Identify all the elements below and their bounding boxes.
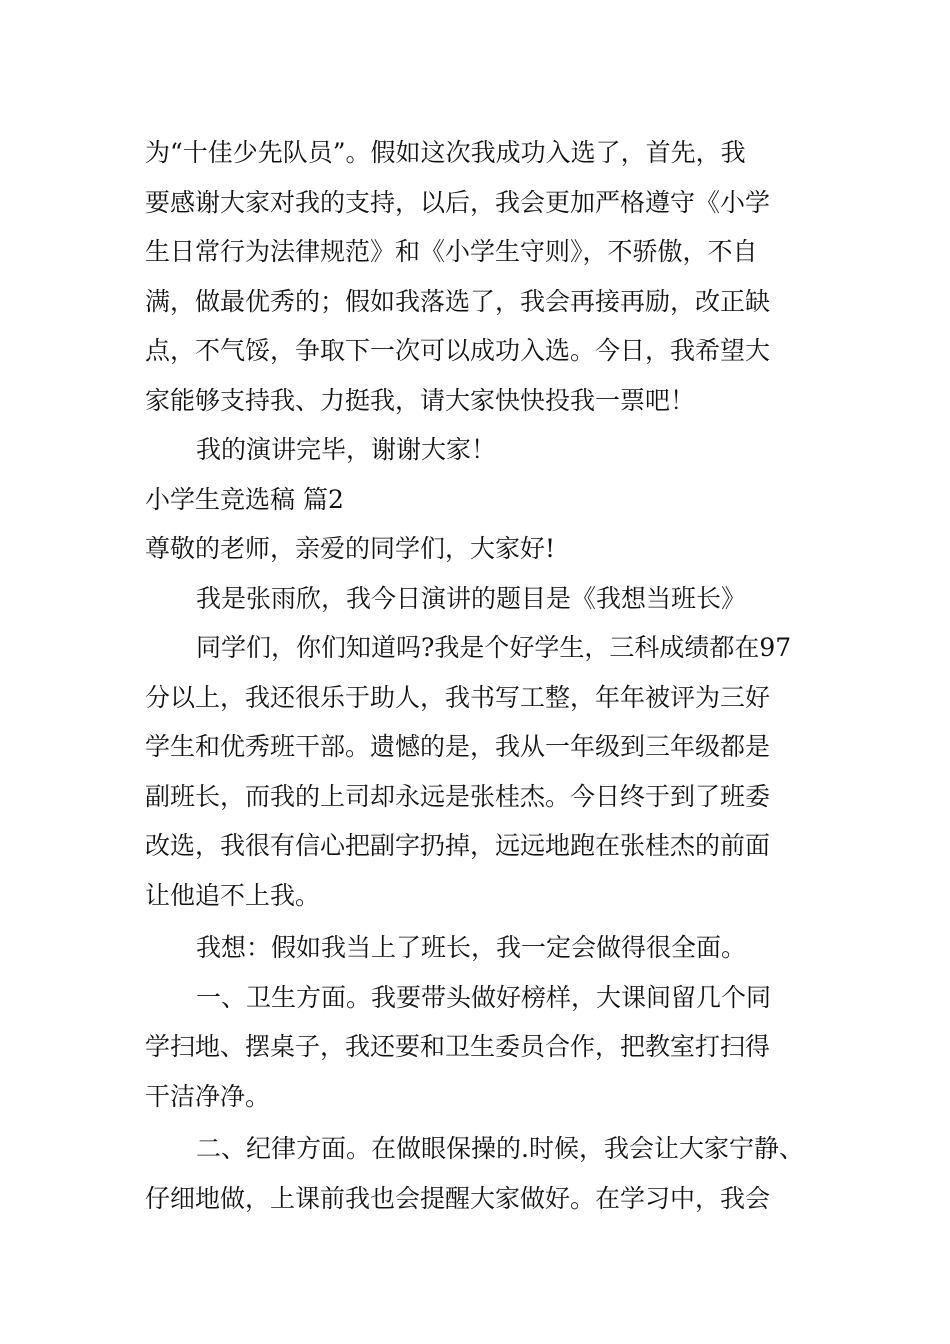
- document-body: [145, 128, 890, 1223]
- paragraph-line: 我想：假如我当上了班长，我一定会做得很全面。: [196, 933, 747, 962]
- greeting-line: 尊敬的老师，亲爱的同学们，大家好!: [145, 534, 556, 563]
- section-title: 小学生竞选稿 篇2: [145, 484, 344, 514]
- paragraph-line: 仔细地做，上课前我也会提醒大家做好。在学习中，我会: [145, 1183, 771, 1213]
- paragraph-line: 点，不气馁，争取下一次可以成功入选。今日，我希望大: [145, 336, 771, 365]
- paragraph-line: 让他追不上我。: [145, 880, 321, 910]
- paragraph-line: 改选，我很有信心把副字扔掉，远远地跑在张桂杰的前面: [145, 831, 771, 860]
- paragraph-line: 二、纪律方面。在做眼保操的.时候，我会让大家宁静、: [196, 1134, 804, 1163]
- paragraph-line: 要感谢大家对我的支持，以后，我会更加严格遵守《小学: [145, 187, 771, 217]
- closing-line: 我的演讲完毕，谢谢大家！: [196, 435, 497, 464]
- paragraph-line: 学生和优秀班干部。遗憾的是，我从一年级到三年级都是: [145, 732, 771, 761]
- paragraph-line: 同学们，你们知道吗?我是个好学生，三科成绩都在97: [196, 633, 792, 662]
- paragraph-line: 家能够支持我、力挺我，请大家快快投我一票吧！: [145, 385, 696, 415]
- paragraph-line: 生日常行为法律规范》和《小学生守则》，不骄傲，不自: [145, 237, 758, 266]
- paragraph-line: 副班长，而我的上司却永远是张桂杰。今日终于到了班委: [145, 781, 771, 811]
- paragraph-line: 满，做最优秀的；假如我落选了，我会再接再励，改正缺: [145, 286, 771, 316]
- paragraph-line: 分以上，我还很乐于助人，我书写工整，年年被评为三好: [145, 682, 771, 712]
- intro-line: 我是张雨欣，我今日演讲的题目是《我想当班长》: [196, 583, 747, 613]
- paragraph-line: 学扫地、摆桌子，我还要和卫生委员合作，把教室打扫得: [145, 1032, 771, 1061]
- paragraph-line: 干洁净净。: [145, 1081, 271, 1111]
- paragraph-line: 为“十佳少先队员”。假如这次我成功入选了，首先，我: [145, 138, 746, 167]
- paragraph-line: 一、卫生方面。我要带头做好榜样，大课间留几个同: [196, 982, 772, 1012]
